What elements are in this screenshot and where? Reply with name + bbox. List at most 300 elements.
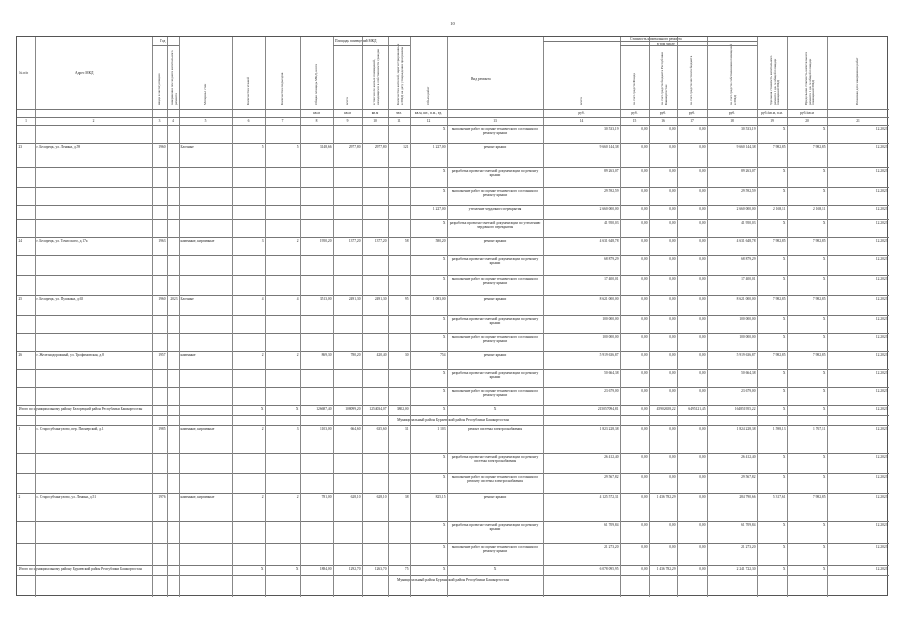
table-row-lim: X	[822, 127, 826, 131]
table-row-qty: 1 103	[437, 427, 446, 431]
column-divider	[620, 37, 621, 597]
column-divider	[388, 37, 389, 597]
row-divider	[17, 351, 889, 352]
table-row-qty: X	[442, 221, 446, 225]
table-row-total: 41 950,03	[604, 221, 619, 225]
subtotal-label: Итого по муниципальному району Бураевский район Республики Башкортостан	[19, 567, 142, 571]
table-row-rb: 0,00	[669, 239, 676, 243]
column-number: 14	[579, 119, 584, 123]
table-row-unit: 1 598,13	[772, 427, 786, 431]
table-row-total: 9 660 144,38	[599, 145, 619, 149]
table-row-fund: 0,00	[641, 277, 648, 281]
table-row-fl: 2	[261, 427, 264, 431]
subtotal-lim: X	[822, 567, 826, 571]
table-row-loc: 0,00	[699, 371, 706, 375]
table-row-rb: 0,00	[669, 145, 676, 149]
table-row-lim: X	[822, 277, 826, 281]
subtotal-date: 12.2023	[875, 567, 888, 571]
table-row-unit: X	[782, 257, 786, 261]
column-divider	[707, 37, 708, 597]
table-row-qty: 825,15	[435, 495, 446, 499]
header-deadline: Плановая дата завершения работ	[855, 57, 859, 105]
row-divider	[17, 387, 889, 388]
table-row-date: 12.2023	[875, 277, 888, 281]
table-row-addr: г. Железнодорожный, ул. Трофимовская, д.8	[36, 353, 104, 357]
table-row-date: 12.2023	[875, 353, 888, 357]
table-row-work: разработка проектно-сметной документации по ремонту крыши	[451, 257, 539, 265]
table-row-work: выполнение работ по оценке технического состояния по ремонту крыши	[451, 127, 539, 135]
table-row-work: выполнение работ по оценке технического состояния по ремонту крыши	[451, 335, 539, 343]
table-row-unit: 7 982,85	[772, 239, 786, 243]
subtotal-a2: 1254034,07	[369, 407, 387, 411]
header-residents: Количество жителей, зарегистрированных в МКД на дату утверждения программы	[396, 43, 404, 105]
table-row-res: 58	[404, 239, 409, 243]
row-divider	[17, 575, 889, 576]
column-number: 1	[25, 119, 27, 123]
row-divider	[17, 405, 889, 406]
subtotal-work: X	[493, 567, 497, 571]
unit-label: кв.м	[371, 111, 379, 115]
table-row-rb: 0,00	[669, 475, 676, 479]
table-row-fund: 0,00	[641, 317, 648, 321]
table-row-loc: 0,00	[699, 297, 706, 301]
row-divider	[17, 369, 889, 370]
subtotal-loc: 0,00	[699, 567, 706, 571]
table-row-own: 23 679,00	[741, 389, 756, 393]
table-row-own: 21 273,20	[741, 545, 756, 549]
table-row-work: выполнение работ по оценке технического состояния по ремонту крыши	[451, 277, 539, 285]
table-row-addr: г. Белорецк, ул. Пушкина, д.65	[36, 297, 84, 301]
table-row-fund: 0,00	[641, 239, 648, 243]
column-number: 19	[770, 119, 774, 123]
row-divider	[17, 453, 889, 454]
table-row-wall: каменные	[180, 353, 196, 357]
table-row-rb: 0,00	[669, 297, 676, 301]
table-row-fund: 0,00	[641, 545, 648, 549]
table-row-rb: 0,00	[669, 317, 676, 321]
table-row-date: 12.2023	[875, 221, 888, 225]
column-divider	[152, 37, 153, 597]
table-row-own: 26 412,40	[741, 455, 756, 459]
table-row-total: 30 533,19	[604, 127, 619, 131]
table-row-loc: 0,00	[699, 221, 706, 225]
table-row-date: 12.2023	[875, 169, 888, 173]
table-row-rb: 0,00	[669, 427, 676, 431]
column-number: 11	[397, 119, 401, 123]
column-divider	[35, 37, 36, 597]
table-row-own: 50 664,38	[741, 371, 756, 375]
table-row-fund: 0,00	[641, 221, 648, 225]
subtotal-a1: 1292,70	[348, 567, 361, 571]
column-divider	[362, 37, 363, 597]
table-row-lim: 1 767,11	[813, 427, 826, 431]
table-row-total: 8 621 000,00	[599, 297, 619, 301]
table-row-a1: 1377,20	[348, 239, 361, 243]
subtotal-fl: X	[260, 407, 264, 411]
table-row-loc: 0,00	[699, 257, 706, 261]
column-number: 2	[92, 119, 95, 123]
table-row-total: 100 000,00	[602, 317, 619, 321]
table-row-wall: каменные, кирпичные	[180, 427, 215, 431]
table-row-y1: 1957	[158, 353, 166, 357]
header-cost-total: всего	[578, 97, 583, 105]
table-row-own: 2 660 000,00	[736, 207, 756, 211]
table-row-loc: 0,00	[699, 189, 706, 193]
table-row-fund: 0,00	[641, 371, 648, 375]
header-unit-cost: Удельная стоимость капитального ремонта 1 кв. м общей площади помещений МКД	[769, 55, 781, 105]
table-row-date: 12.2023	[875, 389, 888, 393]
table-row-loc: 0,00	[699, 169, 706, 173]
column-divider	[167, 37, 168, 597]
table-row-fl: 5	[261, 145, 264, 149]
column-number: 8	[315, 119, 318, 123]
table-row-fund: 0,00	[641, 427, 648, 431]
unit-label: чел.	[395, 111, 403, 115]
subtotal-en: X	[295, 407, 299, 411]
table-row-y2: 2023	[170, 297, 178, 301]
table-row-a2: 635,60	[376, 427, 387, 431]
table-row-own: 5 919 636,87	[736, 353, 756, 357]
table-row-rb: 0,00	[669, 545, 676, 549]
table-row-unit: 2 168,11	[773, 207, 786, 211]
table-row-unit: X	[782, 545, 786, 549]
table-row-unit: 7 982,85	[772, 353, 786, 357]
row-divider	[17, 565, 889, 566]
row-divider	[17, 219, 889, 220]
subtotal-unit: X	[782, 567, 786, 571]
table-row-fund: 0,00	[641, 207, 648, 211]
table-row-total: 2 660 000,00	[599, 207, 619, 211]
table-row-area: 3513,00	[319, 297, 332, 301]
table-row-total: 29 592,59	[604, 189, 619, 193]
table-row-work: разработка проектно-сметной документации по ремонту крыши	[451, 371, 539, 379]
subtotal-res: 75	[404, 567, 409, 571]
table-row-loc: 0,00	[699, 207, 706, 211]
subtotal-rb: 45902658,22	[656, 407, 676, 411]
row-divider	[17, 187, 889, 188]
table-row-work: ремонт системы электроснабжения	[468, 427, 522, 431]
table-row-work: ремонт крыши	[483, 239, 507, 243]
row-divider	[17, 473, 889, 474]
row-divider	[17, 295, 889, 296]
group-divider	[333, 45, 410, 46]
table-row-own: 29 592,59	[741, 189, 756, 193]
header-floors: Количество этажей	[245, 77, 250, 105]
row-divider	[17, 143, 889, 144]
table-row-unit: X	[782, 335, 786, 339]
table-row-date: 12.2023	[875, 297, 888, 301]
column-number: 10	[373, 119, 377, 123]
table-row-unit: X	[782, 169, 786, 173]
subtotal-area: 126687,40	[316, 407, 332, 411]
unit-label: руб.	[688, 111, 696, 115]
header-budget-rb: за счет средств бюджета Республики Башкортостан	[660, 52, 668, 105]
column-number: 21	[856, 119, 860, 123]
table-row-a2: 628,10	[376, 495, 387, 499]
table-row-fl: 4	[261, 297, 264, 301]
table-row-work: разработка проектно-сметной документации по ремонту крыши	[451, 169, 539, 177]
table-row-unit: X	[782, 221, 786, 225]
header-owners: за счет средств собственников помещений в МКД	[729, 43, 737, 105]
table-row-total: 29 567,82	[604, 475, 619, 479]
subtotal-work: X	[493, 407, 497, 411]
column-number: 15	[632, 119, 637, 123]
unit-label: кв.м	[313, 111, 320, 115]
table-row-qty: X	[442, 371, 446, 375]
table-row-date: 12.2023	[875, 495, 888, 499]
header-fund: за счет средств Фонда	[631, 73, 636, 105]
table-row-work: разработка проектно-сметной документации по утеплению чердачного перекрытия	[449, 221, 541, 229]
table-row-en: 3	[296, 427, 299, 431]
table-row-rb: 0,00	[669, 277, 676, 281]
table-row-rb: 0,00	[669, 389, 676, 393]
row-divider	[17, 255, 889, 256]
column-divider	[677, 37, 678, 597]
column-number: 13	[493, 119, 497, 123]
table-row-own: 284 790,66	[739, 495, 756, 499]
table-row-rb: 0,00	[669, 371, 676, 375]
subtotal-total: 6 078 095,95	[599, 567, 619, 571]
group-divider	[543, 41, 757, 42]
subtotal-own: 2 241 722,30	[736, 567, 756, 571]
table-row-qty: 1 227,00	[432, 207, 446, 211]
table-row-loc: 0,00	[699, 523, 706, 527]
table-row-fund: 0,00	[641, 475, 648, 479]
header-year-group: Год	[160, 39, 166, 43]
unit-label: руб.	[631, 111, 638, 115]
table-row-res: 30	[404, 353, 409, 357]
table-row-total: 26 412,40	[604, 455, 619, 459]
table-row-total: 100 000,00	[602, 335, 619, 339]
table-row-fund: 0,00	[641, 297, 648, 301]
table-row-lim: X	[822, 545, 826, 549]
table-row-area: 1103,00	[319, 427, 332, 431]
table-row-qty: X	[442, 317, 446, 321]
row-divider	[17, 315, 889, 316]
table-row-date: 12.2023	[875, 335, 888, 339]
table-row-y1: 1963	[158, 239, 166, 243]
table-row-y1: 1976	[158, 495, 166, 499]
header-wall: Материал стен	[202, 83, 207, 105]
table-row-unit: 7 982,85	[772, 297, 786, 301]
table-row-qty: X	[442, 127, 446, 131]
header-entrances: Количество подъездов	[279, 72, 284, 105]
table-row-res: 121	[403, 145, 409, 149]
table-row-work: ремонт крыши	[483, 495, 507, 499]
table-row-work: разработка проектно-сметной документации по ремонту крыши	[451, 523, 539, 531]
table-row-lim: X	[822, 455, 826, 459]
table-row-own: 29 567,82	[741, 475, 756, 479]
table-row-unit: X	[782, 455, 786, 459]
table-row-qty: 1 083,00	[432, 297, 446, 301]
row-divider	[17, 205, 889, 206]
subtotal-own: 164851955,22	[734, 407, 756, 411]
header-quantity: Объем работ	[425, 86, 430, 105]
table-row-own: 1 824 228,38	[736, 427, 756, 431]
table-row-lim: X	[822, 317, 826, 321]
subtotal-a1: 108099,20	[345, 407, 361, 411]
header-year-built: ввода в эксплуатацию	[156, 73, 161, 105]
table-row-own: 9 660 144,38	[736, 145, 756, 149]
table-row-total: 21 273,20	[604, 545, 619, 549]
table-row-loc: 0,00	[699, 335, 706, 339]
table-row-total: 68 879,29	[604, 257, 619, 261]
table-row-loc: 0,00	[699, 495, 706, 499]
table-row-work: выполнение работ по оценке технического состояния по ремонту крыши	[451, 189, 539, 197]
table-row-fund: 0,00	[641, 335, 648, 339]
table-row-loc: 0,00	[699, 545, 706, 549]
table-row-qty: X	[442, 455, 446, 459]
table-row-a2: 2491,30	[374, 297, 387, 301]
row-divider	[17, 425, 889, 426]
header-budget-local: за счет средств местного бюджета	[689, 55, 693, 105]
section-title: Муниципальный район Бураевский район Республики Башкортостан	[397, 418, 509, 422]
table-row-loc: 0,00	[699, 353, 706, 357]
table-row-qty: 580,20	[435, 239, 446, 243]
column-divider	[179, 37, 180, 597]
table-row-total: 4 125 572,31	[599, 495, 619, 499]
subtotal-qty: X	[442, 407, 446, 411]
table-row-fund: 0,00	[641, 353, 648, 357]
header-work-type: Вид ремонта	[471, 77, 491, 81]
table-row-loc: 0,00	[699, 317, 706, 321]
table-row-area: 869,30	[321, 353, 332, 357]
table-row-total: 17 400,01	[604, 277, 619, 281]
row-divider	[17, 275, 889, 276]
table-row-qty: X	[442, 257, 446, 261]
table-row-date: 12.2023	[875, 427, 888, 431]
subtotal-rb: 1 436 782,29	[656, 567, 676, 571]
table-row-a2: 2977,80	[374, 145, 387, 149]
table-row-date: 12.2023	[875, 189, 888, 193]
column-number: 20	[805, 119, 809, 123]
column-divider	[757, 37, 758, 597]
header-total-area: Общая площадь МКД, всего	[313, 63, 318, 105]
column-number: 5	[204, 119, 207, 123]
table-row-total: 4 631 648,78	[599, 239, 619, 243]
table-row-addr: с. Старосубхангулово, ул. Ленина, д.51	[36, 495, 97, 499]
column-divider	[543, 37, 544, 597]
header-divider	[17, 109, 889, 110]
table-row-res: 95	[404, 297, 409, 301]
table-row-fund: 0,00	[641, 145, 648, 149]
table-row-fund: 0,00	[641, 169, 648, 173]
header-year-last: завершения последнего капитального ремонта	[170, 50, 178, 105]
page-number: 10	[450, 21, 455, 26]
table-row-en: 5	[296, 145, 299, 149]
table-row-unit: X	[782, 277, 786, 281]
unit-label: руб.	[659, 111, 667, 115]
table-row-num: 25	[18, 297, 23, 301]
table-row-qty: X	[442, 475, 446, 479]
table-row-wall: Блочные	[180, 297, 194, 301]
header-num: № п/п	[19, 71, 29, 75]
table-row-date: 12.2023	[875, 145, 888, 149]
table-row-rb: 0,00	[669, 127, 676, 131]
table-row-rb: 0,00	[669, 335, 676, 339]
capital-repair-table	[16, 36, 888, 596]
table-row-lim: 7 982,85	[812, 239, 826, 243]
table-row-rb: 0,00	[669, 455, 676, 459]
table-row-res: 38	[404, 495, 409, 499]
subtotal-fl: X	[260, 567, 264, 571]
table-row-unit: X	[782, 189, 786, 193]
table-row-total: 23 679,00	[604, 389, 619, 393]
unit-label: кв.м, шт., п.м., ед.	[414, 111, 443, 115]
subtotal-date: 12.2023	[875, 407, 888, 411]
table-row-wall: Блочные	[180, 145, 194, 149]
subtotal-a2: 1263,70	[374, 567, 387, 571]
table-row-unit: X	[782, 523, 786, 527]
subtotal-area: 1884,00	[319, 567, 332, 571]
column-divider	[649, 37, 650, 597]
header-cost-incl: в том числе	[657, 41, 675, 46]
table-row-work: выполнение работ по оценке технического состояния по ремонту крыши	[451, 545, 539, 553]
unit-label: кв.м	[344, 111, 351, 115]
subtotal-fund: 0,00	[641, 407, 648, 411]
column-number: 4	[172, 119, 174, 123]
subtotal-loc: 6495121,45	[688, 407, 706, 411]
subtotal-label: Итого по муниципальному району Белорецкий район Республики Башкортостан	[19, 407, 143, 411]
table-row-loc: 0,00	[699, 277, 706, 281]
table-row-date: 12.2023	[875, 317, 888, 321]
table-row-lim: 7 982,85	[812, 297, 826, 301]
table-row-loc: 0,00	[699, 239, 706, 243]
table-row-lim: 7 982,85	[812, 495, 826, 499]
table-row-y1: 1985	[158, 427, 166, 431]
table-row-qty: X	[442, 523, 446, 527]
table-row-lim: X	[822, 189, 826, 193]
table-row-a2: 420,40	[376, 353, 387, 357]
table-row-unit: 7 982,85	[772, 145, 786, 149]
table-row-date: 12.2023	[875, 257, 888, 261]
table-row-work: ремонт крыши	[483, 353, 507, 357]
column-divider	[333, 37, 334, 597]
table-row-work: разработка проектно-сметной документации по ремонту крыши	[451, 317, 539, 325]
subtotal-unit: X	[782, 407, 786, 411]
header-area-all: всего	[344, 97, 349, 105]
table-row-y1: 1960	[158, 297, 166, 301]
column-number: 17	[690, 119, 694, 123]
table-row-addr: г. Белорецк, ул. Точисского, д.17а	[36, 239, 88, 243]
column-divider	[232, 37, 233, 597]
column-number: 7	[281, 119, 284, 123]
table-row-date: 12.2023	[875, 523, 888, 527]
column-number: 6	[247, 119, 250, 123]
table-row-rb: 0,00	[669, 207, 676, 211]
table-row-a1: 2491,30	[348, 297, 361, 301]
table-row-num: 23	[18, 145, 23, 149]
subtotal-res: 3802,00	[396, 407, 409, 411]
group-divider	[152, 45, 179, 46]
table-row-a1: 664,60	[350, 427, 361, 431]
table-row-y1: 1960	[158, 145, 166, 149]
unit-label: руб.	[728, 111, 736, 115]
subtotal-en: X	[295, 567, 299, 571]
table-row-lim: X	[822, 221, 826, 225]
table-row-fund: 0,00	[641, 127, 648, 131]
column-number: 16	[661, 119, 665, 123]
table-row-total: 1 823 228,38	[599, 427, 619, 431]
table-row-own: 68 879,29	[741, 257, 756, 261]
row-divider	[17, 237, 889, 238]
table-row-own: 100 000,00	[739, 317, 756, 321]
header-limit-cost: Предельная стоимость капитального ремонта 1 кв. м общей площади помещений МКД	[804, 51, 816, 105]
table-row-loc: 0,00	[699, 427, 706, 431]
table-row-qty: 754	[440, 353, 446, 357]
table-row-loc: 0,00	[699, 389, 706, 393]
subtotal-fund: 0,00	[641, 567, 648, 571]
